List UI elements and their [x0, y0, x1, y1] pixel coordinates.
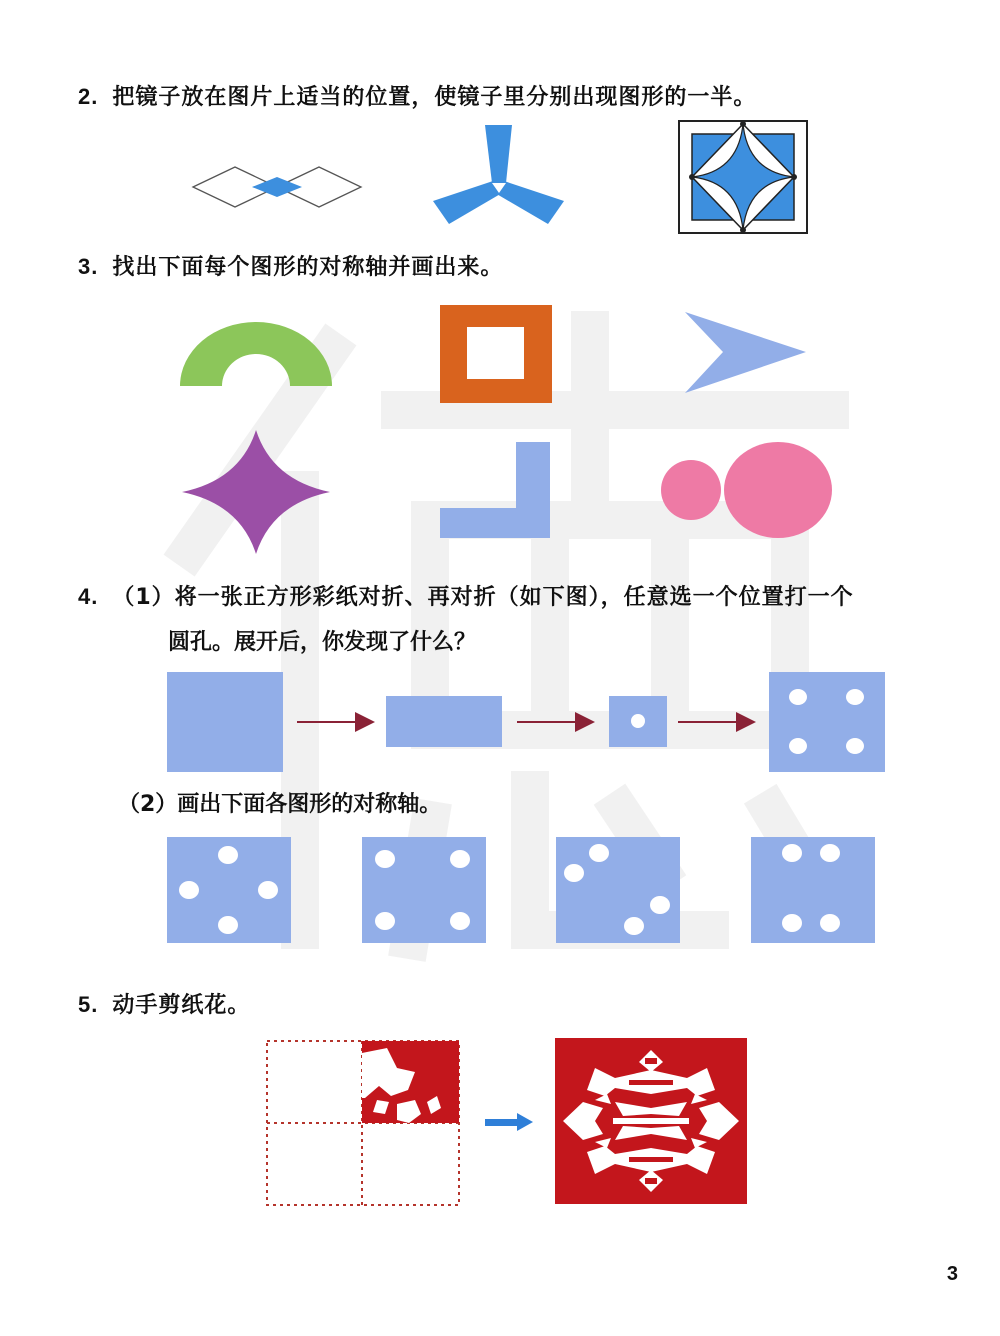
shape-pink-two-circles [658, 440, 834, 540]
paper-square [167, 672, 283, 772]
hole-patterns-row [165, 835, 877, 945]
shape-blue-l-shape [440, 442, 552, 539]
question-4-part2: （2）画出下面各图形的对称轴。 [118, 792, 442, 817]
question-4-part1-line2: 圆孔。展开后，你发现了什么？ [168, 630, 477, 655]
shape-blue-arrowhead [683, 310, 808, 395]
question-number: 2. [78, 84, 99, 109]
folded-paper-cut-diagram [265, 1038, 465, 1208]
mirror-figure-propeller [430, 125, 570, 230]
shape-purple-four-point-star [180, 428, 332, 556]
pattern-4 [751, 837, 875, 943]
question-text: 把镜子放在图片上适当的位置，使镜子里分别出现图形的一半。 [112, 85, 757, 110]
folded-once [386, 696, 502, 747]
folding-sequence [165, 670, 890, 775]
shape-green-arch [178, 320, 334, 388]
pattern-3 [556, 837, 680, 943]
shape-orange-square-frame [440, 305, 552, 403]
question-3 [78, 250, 503, 281]
shaded-rhombus [252, 177, 302, 197]
pattern-2 [362, 837, 486, 943]
question-5 [78, 988, 250, 1019]
question-number: 3. [78, 254, 99, 279]
question-4-part1-line1: （1）将一张正方形彩纸对折、再对折（如下图），任意选一个位置打一个 [112, 585, 854, 610]
question-text: 找出下面每个图形的对称轴并画出来。 [112, 255, 504, 280]
paper-flower-result [555, 1038, 750, 1206]
question-number: 5. [78, 992, 99, 1017]
pattern-1 [167, 837, 291, 943]
question-4 [78, 580, 854, 611]
unfolded-four-holes [769, 672, 885, 772]
page-number: 3 [946, 1263, 958, 1285]
question-text: 动手剪纸花。 [112, 993, 251, 1018]
mirror-figure-star-square [678, 120, 808, 235]
question-2 [78, 80, 756, 111]
right-arrow-icon [485, 1112, 535, 1132]
mirror-figure-rhombi [190, 160, 365, 215]
question-number: 4. [78, 584, 99, 609]
